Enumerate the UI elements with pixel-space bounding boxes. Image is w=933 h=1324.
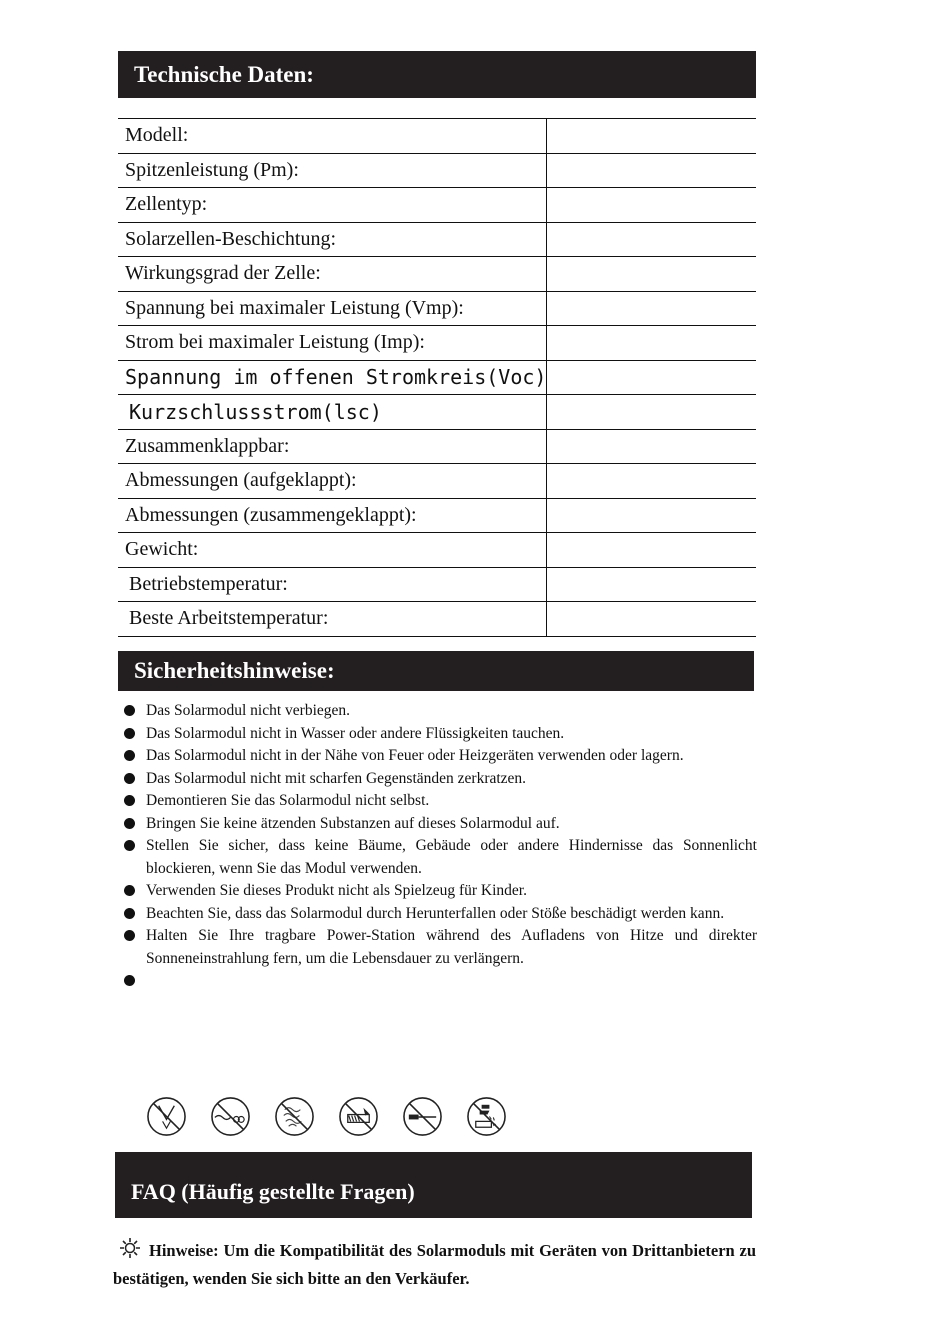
spec-label: Betriebstemperatur:	[118, 567, 547, 602]
list-item-text: Das Solarmodul nicht verbiegen.	[146, 702, 351, 719]
bullet-icon	[124, 773, 135, 784]
list-item	[120, 835, 757, 880]
list-item	[120, 880, 757, 903]
spec-label: Wirkungsgrad der Zelle:	[118, 257, 547, 292]
list-item-text: Das Solarmodul nicht in der Nähe von Feuer oder Heizgeräten verwenden oder lagern.	[146, 747, 684, 764]
spec-value	[547, 464, 756, 499]
list-item-text: Halten Sie Ihre tragbare Power-Station während des Aufladens von Hitze und direkter Sonneneinstrahlung fern, um die Lebensdauer zu verlängern.	[146, 927, 757, 967]
list-item-text: Das Solarmodul nicht in Wasser oder andere Flüssigkeiten tauchen.	[146, 724, 565, 742]
spec-value	[547, 188, 756, 223]
technical-data-heading: Technische Daten:	[118, 51, 756, 98]
table-row	[118, 153, 756, 188]
spec-value	[547, 395, 756, 430]
spec-value	[547, 119, 756, 154]
spec-value	[547, 498, 756, 533]
list-item	[120, 768, 757, 791]
table-row	[118, 326, 756, 361]
bullet-icon	[124, 705, 135, 716]
table-row	[118, 567, 756, 602]
table-row	[118, 188, 756, 223]
faq-hint	[113, 1237, 756, 1293]
table-row	[118, 464, 756, 499]
spec-label: Spitzenleistung (Pm):	[118, 153, 547, 188]
spec-value	[547, 533, 756, 568]
hint-text: Hinweise: Um die Kompatibilität des Solarmoduls mit Geräten von Drittanbietern zu bestätigen, wenden Sie sich bitte an den Verkäufer.	[113, 1241, 756, 1288]
bullet-icon	[124, 885, 135, 896]
table-row	[118, 360, 756, 395]
spec-label: Abmessungen (zusammengeklappt):	[118, 498, 547, 533]
list-item-text: Verwenden Sie dieses Produkt nicht als Spielzeug für Kinder.	[146, 882, 527, 899]
table-row	[118, 429, 756, 464]
list-item	[120, 925, 757, 970]
no-scratch-icon	[338, 1096, 379, 1137]
no-corrosive-icon	[466, 1096, 507, 1137]
list-item	[120, 970, 757, 992]
bullet-icon	[124, 818, 135, 829]
spec-value	[547, 360, 756, 395]
table-row	[118, 291, 756, 326]
list-item	[120, 700, 757, 723]
table-row	[118, 498, 756, 533]
list-item-text: Bringen Sie keine ätzenden Substanzen auf dieses Solarmodul auf.	[146, 814, 560, 832]
spec-value	[547, 222, 756, 257]
spec-label: Zellentyp:	[118, 188, 547, 223]
spec-label: Spannung bei maximaler Leistung (Vmp):	[118, 291, 547, 326]
bullet-icon	[124, 840, 135, 851]
spec-label: Gewicht:	[118, 533, 547, 568]
no-bending-icon	[146, 1096, 187, 1137]
bullet-icon	[124, 908, 135, 919]
table-row	[118, 222, 756, 257]
spec-label: Kurzschlussstrom(lsc)	[118, 395, 547, 430]
spec-value	[547, 326, 756, 361]
spec-value	[547, 153, 756, 188]
bullet-icon	[124, 795, 135, 806]
table-row	[118, 395, 756, 430]
faq-heading: FAQ (Häufig gestellte Fragen)	[115, 1152, 752, 1218]
spec-value	[547, 567, 756, 602]
bullet-icon	[124, 930, 135, 941]
spec-label: Spannung im offenen Stromkreis(Voc)	[118, 360, 547, 395]
table-row	[118, 533, 756, 568]
specs-table	[118, 118, 756, 637]
sun-icon	[119, 1237, 141, 1259]
no-heat-icon	[274, 1096, 315, 1137]
spec-value	[547, 257, 756, 292]
list-item-text: Das Solarmodul nicht mit scharfen Gegenständen zerkratzen.	[146, 769, 527, 787]
bullet-icon	[124, 728, 135, 739]
spec-value	[547, 291, 756, 326]
list-item-text: Beachten Sie, dass das Solarmodul durch Herunterfallen oder Stöße beschädigt werden kann.	[146, 904, 725, 922]
bullet-icon	[124, 975, 135, 986]
list-item	[120, 903, 757, 926]
no-water-icon	[210, 1096, 251, 1137]
no-disassemble-icon	[402, 1096, 443, 1137]
spec-label: Modell:	[118, 119, 547, 154]
table-row	[118, 119, 756, 154]
safety-heading: Sicherheitshinweise:	[118, 651, 754, 691]
spec-value	[547, 602, 756, 637]
spec-label: Solarzellen-Beschichtung:	[118, 222, 547, 257]
table-row	[118, 602, 756, 637]
spec-label: Zusammenklappbar:	[118, 429, 547, 464]
warning-icons	[146, 1096, 507, 1137]
list-item-text: Demontieren Sie das Solarmodul nicht selbst.	[146, 792, 430, 809]
list-item	[120, 745, 757, 768]
table-row	[118, 257, 756, 292]
spec-label: Beste Arbeitstemperatur:	[118, 602, 547, 637]
bullet-icon	[124, 750, 135, 761]
list-item	[120, 723, 757, 746]
list-item	[120, 790, 757, 813]
spec-label: Abmessungen (aufgeklappt):	[118, 464, 547, 499]
list-item-text: Stellen Sie sicher, dass keine Bäume, Gebäude oder andere Hindernisse das Sonnenlicht blockieren, wenn Sie das Modul verwenden.	[146, 837, 757, 877]
safety-list	[120, 700, 757, 992]
list-item	[120, 813, 757, 836]
spec-value	[547, 429, 756, 464]
spec-label: Strom bei maximaler Leistung (Imp):	[118, 326, 547, 361]
